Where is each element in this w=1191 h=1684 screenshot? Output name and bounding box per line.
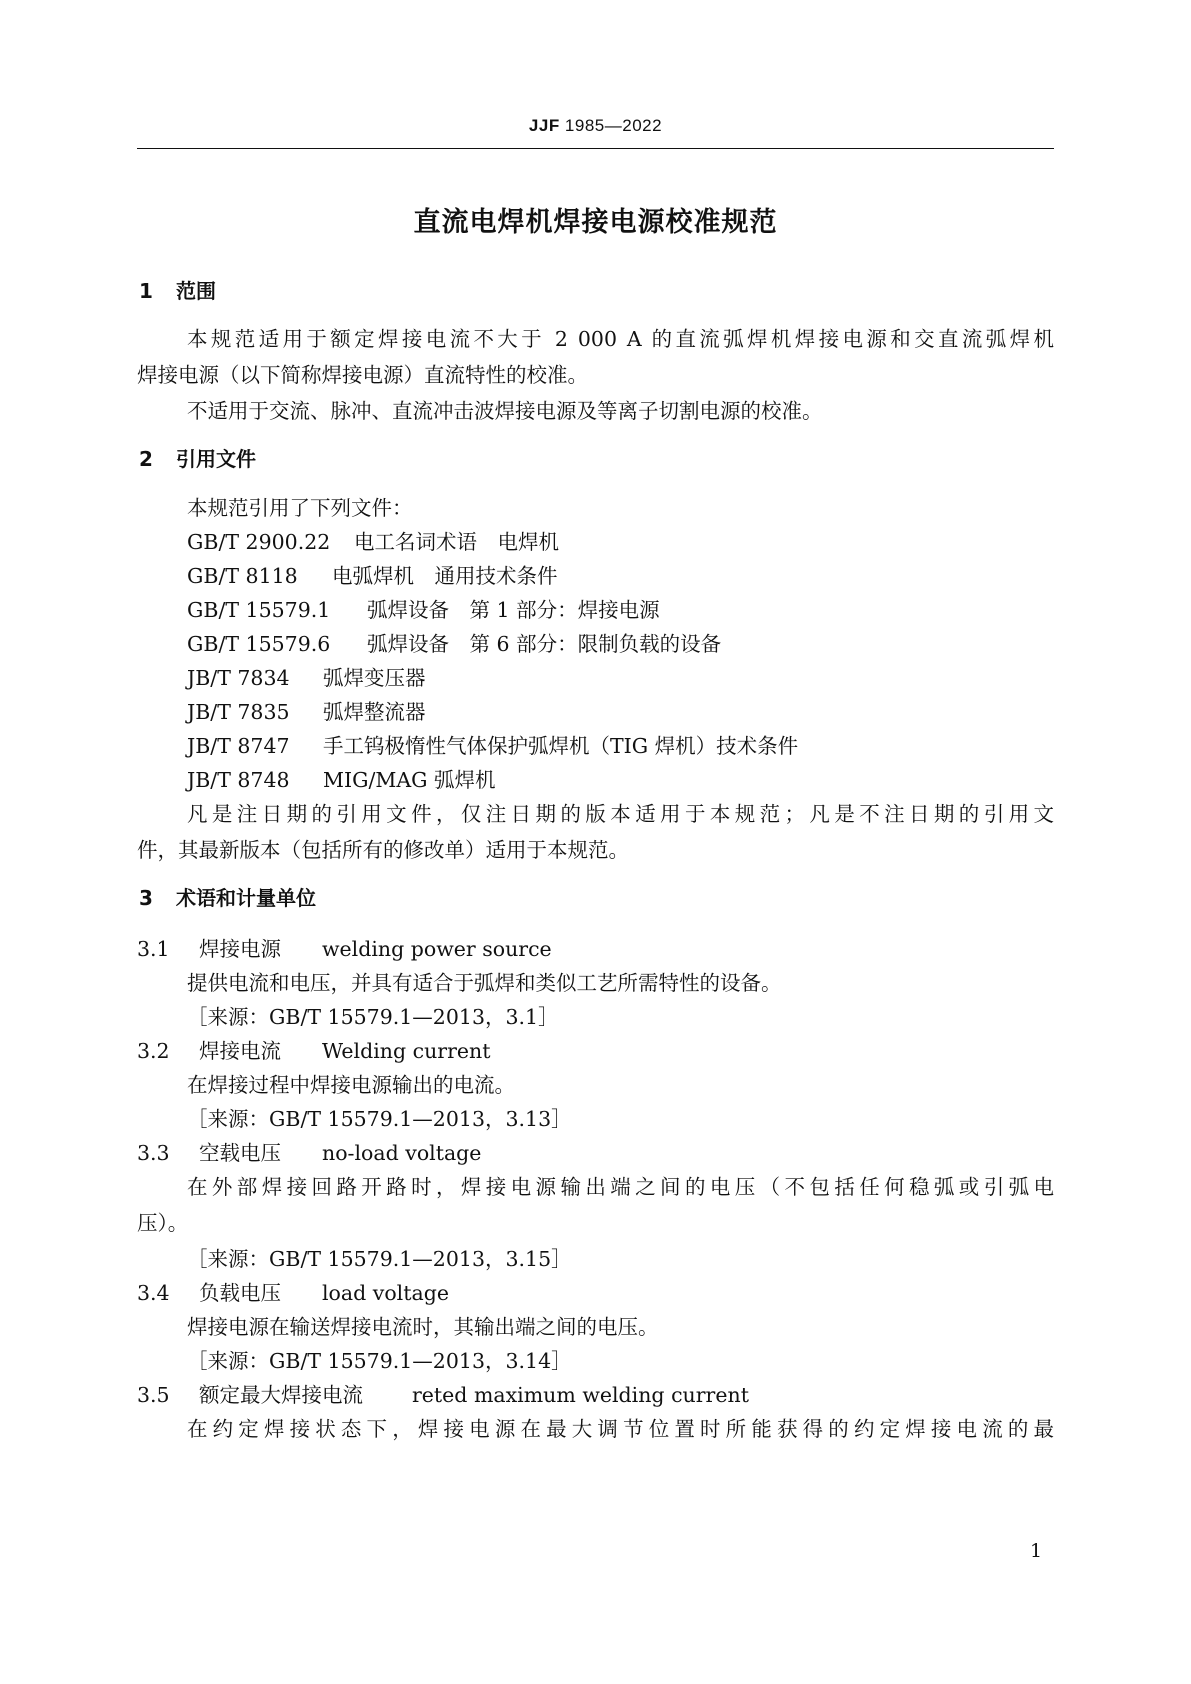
standard-code-number: 1985—2022 [559, 116, 663, 135]
term-heading: 3.5 额定最大焊接电流 reted maximum welding current [137, 1383, 749, 1407]
reference-item: JB/T 8748 MIG/MAG 弧焊机 [187, 768, 496, 792]
section-2-intro: 本规范引用了下列文件： [187, 496, 413, 520]
reference-item: GB/T 15579.6 弧焊设备 第 6 部分：限制负载的设备 [187, 632, 722, 656]
section-1-paragraph-line: 焊接电源（以下简称焊接电源）直流特性的校准。 [137, 363, 588, 387]
reference-item: JB/T 7835 弧焊整流器 [187, 700, 426, 724]
standard-code-prefix: JJF [528, 116, 560, 135]
term-source: ［来源：GB/T 15579.1—2013，3.15］ [187, 1247, 572, 1271]
section-1-paragraph: 不适用于交流、脉冲、直流冲击波焊接电源及等离子切割电源的校准。 [187, 399, 823, 423]
term-heading: 3.4 负载电压 load voltage [137, 1281, 449, 1305]
term-definition: 提供电流和电压，并具有适合于弧焊和类似工艺所需特性的设备。 [187, 971, 782, 995]
reference-item: GB/T 2900.22 电工名词术语 电焊机 [187, 530, 559, 554]
term-heading: 3.3 空载电压 no-load voltage [137, 1141, 482, 1165]
section-2-note-line: 件，其最新版本（包括所有的修改单）适用于本规范。 [137, 838, 629, 862]
term-source: ［来源：GB/T 15579.1—2013，3.1］ [187, 1005, 559, 1029]
section-number: 2 [139, 447, 153, 471]
term-source: ［来源：GB/T 15579.1—2013，3.14］ [187, 1349, 572, 1373]
page-number: 1 [1030, 1540, 1043, 1562]
term-definition: 焊接电源在输送焊接电流时，其输出端之间的电压。 [187, 1315, 659, 1339]
term-heading: 3.2 焊接电流 Welding current [137, 1039, 491, 1063]
term-heading: 3.1 焊接电源 welding power source [137, 937, 552, 961]
section-title: 术语和计量单位 [176, 886, 316, 910]
section-2-heading [0, 444, 1191, 474]
reference-item: JB/T 8747 手工钨极惰性气体保护弧焊机（TIG 焊机）技术条件 [187, 734, 799, 758]
reference-item: GB/T 8118 电弧焊机 通用技术条件 [187, 564, 558, 588]
document-title: 直流电焊机焊接电源校准规范 [413, 207, 778, 238]
section-2-note-line: 凡是注日期的引用文件，仅注日期的版本适用于本规范；凡是不注日期的引用文 [187, 802, 1054, 826]
reference-item: GB/T 15579.1 弧焊设备 第 1 部分：焊接电源 [187, 598, 660, 622]
section-title: 范围 [176, 279, 216, 303]
section-number: 3 [139, 886, 153, 910]
section-3-heading [0, 883, 1191, 913]
reference-item: JB/T 7834 弧焊变压器 [187, 666, 426, 690]
term-definition: 在外部焊接回路开路时，焊接电源输出端之间的电压（不包括任何稳弧或引弧电 [187, 1175, 1054, 1199]
page-header [0, 116, 1191, 136]
term-definition: 在焊接过程中焊接电源输出的电流。 [187, 1073, 515, 1097]
header-rule [137, 148, 1054, 149]
term-source: ［来源：GB/T 15579.1—2013，3.13］ [187, 1107, 572, 1131]
section-1-paragraph-line: 本规范适用于额定焊接电流不大于 2 000 A 的直流弧焊机焊接电源和交直流弧焊机 [187, 327, 1054, 351]
term-definition-continued: 压）。 [137, 1211, 189, 1235]
section-1-heading [0, 276, 1191, 306]
section-title: 引用文件 [176, 447, 256, 471]
term-definition: 在约定焊接状态下，焊接电源在最大调节位置时所能获得的约定焊接电流的最 [187, 1417, 1054, 1441]
section-number: 1 [139, 279, 153, 303]
